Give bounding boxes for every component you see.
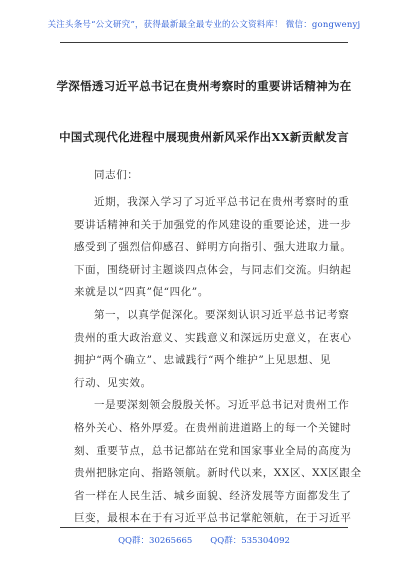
- body-line: 格外关心、格外厚爱。在贵州前进道路上的每一个关键时: [74, 421, 352, 434]
- body-line: 要讲话精神和关于加强党的作风建设的重要论述，进一步: [74, 218, 352, 231]
- body-line: 省一样在人民生活、城乡面貌、经济发展等方面都发生了: [74, 489, 352, 502]
- salutation: 同志们：: [94, 169, 139, 181]
- footer-divider: [60, 527, 348, 528]
- body-line: 贵州把脉定向、指路领航。新时代以来，XX区、XX区跟全: [74, 467, 362, 480]
- header-divider: [60, 42, 348, 43]
- body-line: 刻、重要节点，总书记都站在党和国家事业全局的高度为: [74, 444, 352, 457]
- body-line: 感受到了强烈信仰感召、鲜明方向指引、强大进取力量。: [74, 241, 352, 254]
- body-line: 拥护“两个确立”、忠诚践行“两个维护”上见思想、见: [74, 354, 331, 367]
- body-line: 来就是以“四真”促“四化”。: [74, 286, 209, 299]
- body-line: 第一，以真学促深化。要深刻认识习近平总书记考察: [94, 308, 350, 321]
- document-body: [74, 191, 362, 530]
- footer-qq-group-2: QQ群：535304092: [210, 536, 290, 546]
- body-line: 一是要深刻领会殷殷关怀。习近平总书记对贵州工作: [94, 399, 350, 412]
- document-title-line-2: 中国式现代化进程中展现贵州新风采作出XX新贡献发言: [59, 130, 349, 144]
- document-title-line-1: 学深悟透习近平总书记在贵州考察时的重要讲话精神为在: [56, 79, 352, 93]
- footer: [0, 534, 408, 546]
- body-line: 下面，围绕研讨主题谈四点体会，与同志们交流。归纳起: [74, 263, 352, 276]
- footer-qq-group-1: QQ群：30265665: [118, 536, 193, 546]
- body-line: 行动、见实效。: [74, 376, 152, 389]
- body-line: 贵州的重大政治意义、实践意义和深远历史意义，在衷心: [74, 331, 352, 344]
- body-line: 近期，我深入学习了习近平总书记在贵州考察时的重: [94, 196, 350, 208]
- header-banner: 关注头条号“公文研究”，获得最新最全最专业的公文资料库！ 微信：gongwenyj: [47, 20, 361, 30]
- body-line: 巨变，最根本在于有习近平总书记掌舵领航，在于习近平: [74, 512, 352, 525]
